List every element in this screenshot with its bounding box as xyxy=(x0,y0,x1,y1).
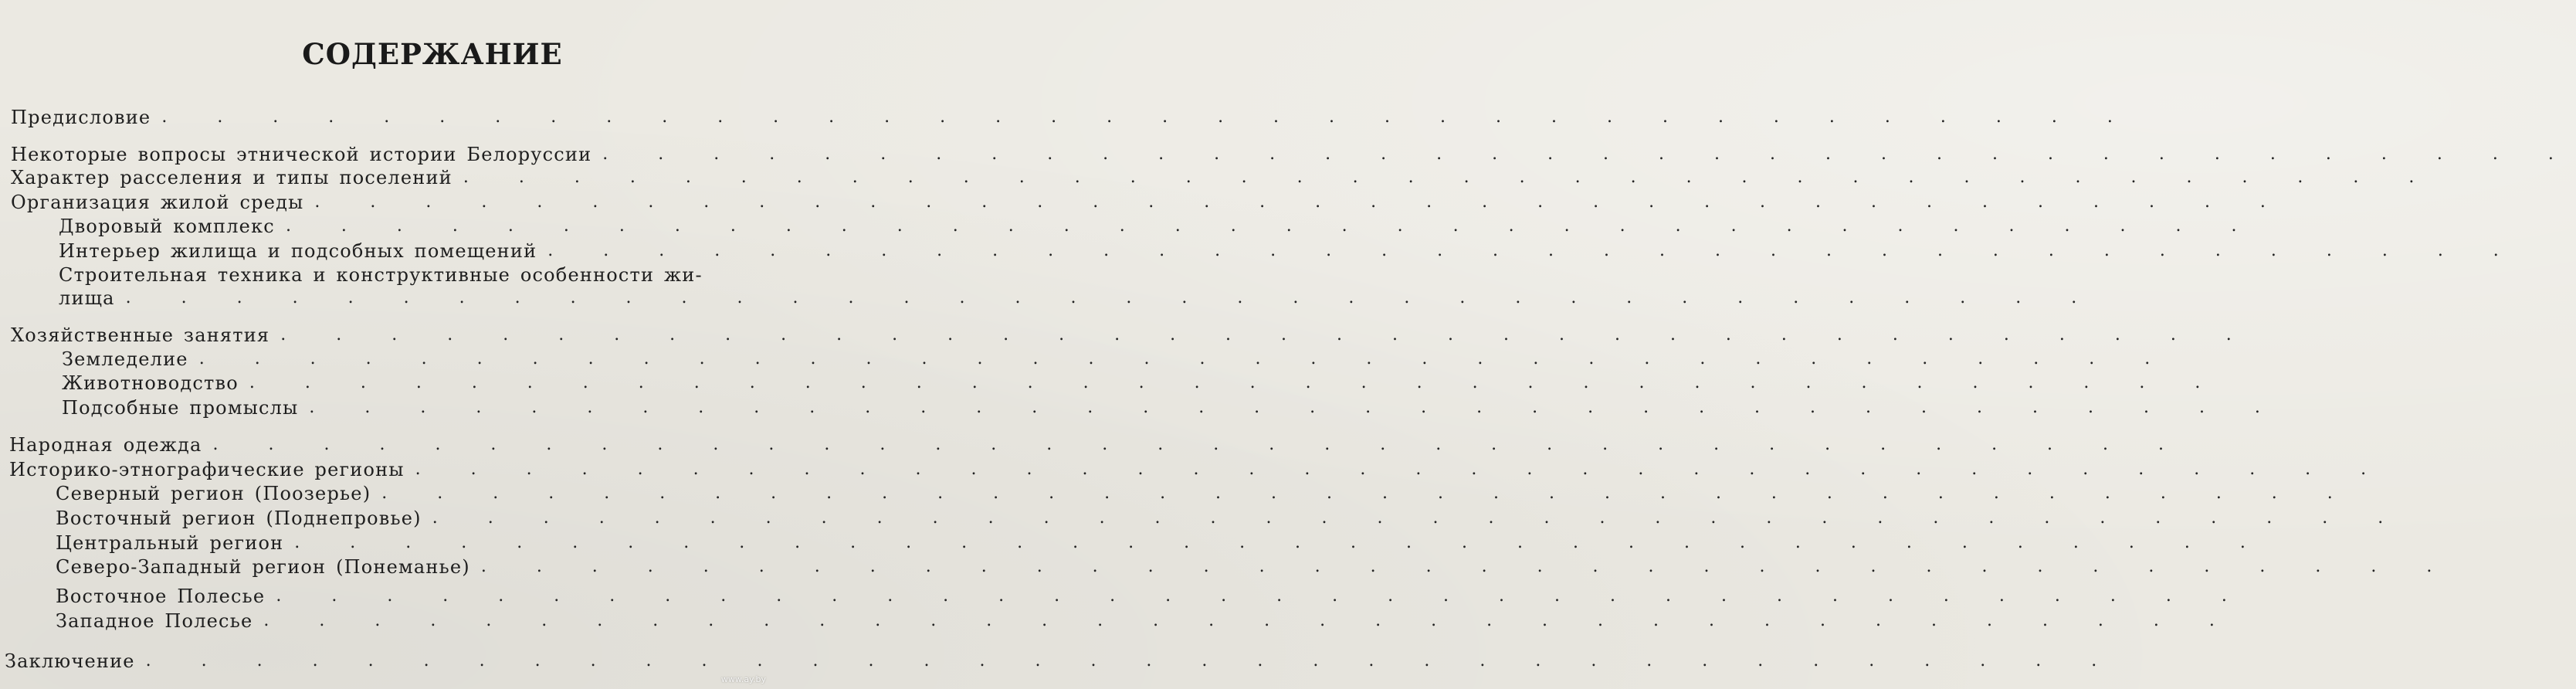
toc-entry-label: Западное Полесье xyxy=(56,610,253,632)
toc-entry xyxy=(59,286,2100,311)
dot-leader: . . . . . . . . . . . . . . . . . . . . . . . . . . . . . . . . . . . . xyxy=(547,241,2521,260)
toc-entry xyxy=(59,263,772,287)
toc-entry-label: Северный регион (Поозерье) xyxy=(56,483,371,504)
toc-entry xyxy=(56,584,2249,609)
dot-leader: . . . . . . . . . . . . . . . . . . . . . . . . . . . . . . . . . . . . xyxy=(198,349,2173,368)
toc-entry xyxy=(11,190,2288,215)
toc-entry-label: Животноводство xyxy=(62,372,239,394)
toc-entry-label: Некоторые вопросы этнической истории Белоруссии xyxy=(11,144,592,165)
toc-entry xyxy=(11,323,2254,348)
toc-entry xyxy=(56,555,2455,579)
toc-entry xyxy=(5,649,2120,674)
toc-entry-label: Характер расселения и типы поселений xyxy=(11,167,452,188)
dot-leader: . . . . . . . . . . . . . . . . . . . . . . . . . . . . . . . . . . . . xyxy=(294,533,2268,552)
watermark: www.ay.by xyxy=(720,674,766,684)
page-title: СОДЕРЖАНИЕ xyxy=(302,37,563,71)
dot-leader: . . . . . . . . . . . . . . . . . . . . . . . . . . . . . . . . . . . . xyxy=(432,508,2406,528)
dot-leader: . . . . . . . . . . . . . . . . . . . . . . . . . . . . . . . . . . . . xyxy=(276,586,2249,606)
dot-leader: . . . . . . . . . . . . . . . . . . . . . . . . . . . . . . . . . . . . xyxy=(314,192,2288,212)
dot-leader: . . . . . . . . . . . . . . . . . . . . . . . . . . . . . . . . . . . . xyxy=(285,216,2259,236)
toc-entry-label: Восточное Полесье xyxy=(56,585,266,607)
toc-entry-label: Народная одежда xyxy=(9,434,202,456)
dot-leader: . . . . . . . . . . . . . . . . . . . . . . . . . . . . . . . . . . . . xyxy=(463,168,2437,187)
toc-entry-label: Строительная техника и конструктивные особенности жи- xyxy=(59,264,703,286)
dot-leader: . . . . . . . . . . . . . . . . . . . . . . . . . . . . . . . . . . . . xyxy=(480,557,2455,576)
toc-entry xyxy=(56,531,2268,555)
dot-leader: . . . . . . . . . . . . . . . . . . . . . . . . . . . . . . . . . . . . xyxy=(212,435,2187,454)
toc-entry-label: Центральный регион xyxy=(56,532,284,554)
toc-entry-label: Восточный регион (Поднепровье) xyxy=(56,507,422,529)
dot-leader: . . . . . . . . . . . . . . . . . . . . . . . . . . . . . . . . . . . . xyxy=(161,107,2135,127)
toc-entry xyxy=(9,433,2187,457)
toc-entry-label: Земледелие xyxy=(62,348,188,370)
dot-leader: . . . . . . . . . . . . . . . . . . . . . . . . . . . . . . . . . . . . xyxy=(249,373,2223,392)
toc-entry-label: лища xyxy=(59,287,115,309)
toc-entry xyxy=(11,105,2135,130)
toc-entry-label: Организация жилой среды xyxy=(11,192,304,213)
toc-entry xyxy=(59,239,2521,263)
toc-entry xyxy=(56,481,2355,506)
toc-entry xyxy=(11,142,2576,167)
dot-leader: . . . . . . . . . . . . . . . . . . . . . . . . . . . . . . . . . . . . xyxy=(145,651,2120,670)
toc-entry-label: Подсобные промыслы xyxy=(62,397,299,419)
dot-leader: . . . . . . . . . . . . . . . . . . . . . . . . . . . . . . . . . . . . xyxy=(280,325,2254,344)
toc-entry-label: Северо-Западный регион (Понеманье) xyxy=(56,556,470,578)
toc-entry xyxy=(62,395,2283,420)
dot-leader: . . . . . . . . . . . . . . . . . . . . . . . . . . . . . . . . . . . . xyxy=(125,288,2100,307)
toc-entry-label: Историко-этнографические регионы xyxy=(9,459,405,480)
toc-entry xyxy=(56,609,2237,633)
dot-leader: . . . . . . . . . . . . . . . . . . . . . . . . . . . . . . . . . . . . xyxy=(263,611,2237,630)
toc-entry xyxy=(59,214,2259,239)
toc-entry-label: Хозяйственные занятия xyxy=(11,324,270,346)
dot-leader: . . . . . . . . . . . . . . . . . . . . . . . . . . . . . . . . . . . . xyxy=(602,144,2576,164)
dot-leader: . . . . . . . . . . . . . . . . . . . . . . . . . . . . . . . . . . . . xyxy=(381,484,2355,503)
toc-entry-label: Заключение xyxy=(5,650,135,672)
toc-entry xyxy=(56,506,2406,531)
toc-entry xyxy=(9,457,2389,482)
dot-leader: . . . . . . . . . . . . . . . . . . . . . . . . . . . . . . . . . . . . xyxy=(415,460,2389,479)
toc-entry xyxy=(62,347,2173,372)
toc-entry xyxy=(62,371,2223,395)
toc-entry xyxy=(11,165,2437,190)
dot-leader: . . . . . . . . . . . . . . . . . . . . . . . . . . . . . . . . . . . . xyxy=(309,398,2283,417)
toc-entry-label: Дворовый комплекс xyxy=(59,216,275,237)
toc-entry-label: Интерьер жилища и подсобных помещений xyxy=(59,240,537,262)
toc-entry-label: Предисловие xyxy=(11,107,151,128)
